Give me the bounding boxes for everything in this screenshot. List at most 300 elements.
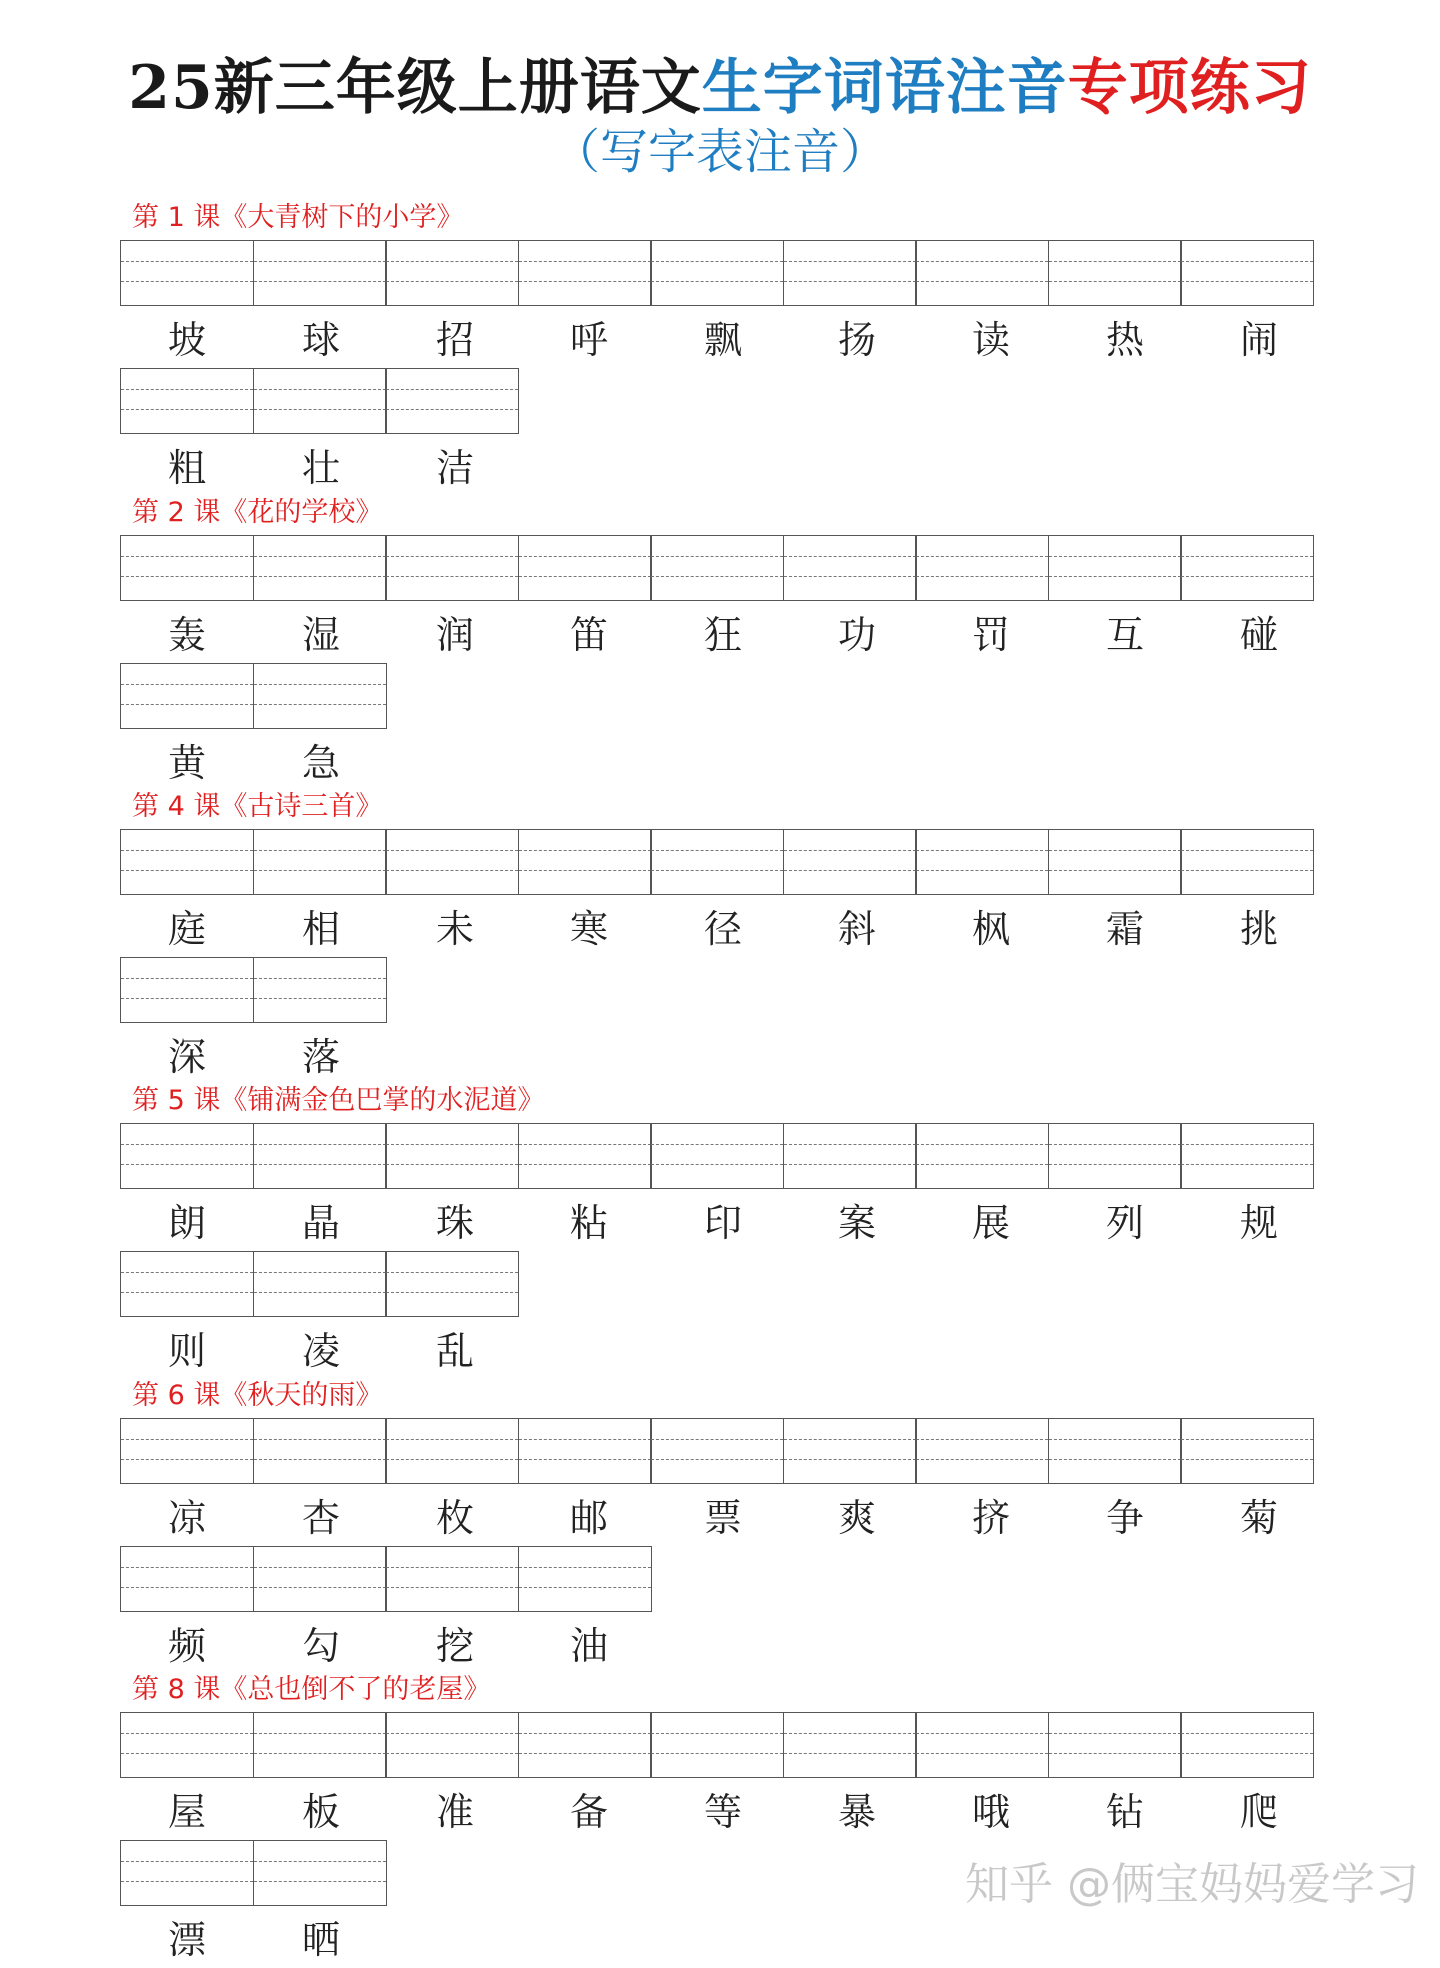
guide-line (254, 1272, 386, 1273)
pinyin-writing-box[interactable] (385, 829, 519, 895)
pinyin-writing-box[interactable] (1048, 240, 1182, 306)
chinese-character: 读 (971, 318, 1010, 362)
guide-line (386, 1164, 518, 1165)
pinyin-writing-box[interactable] (783, 535, 917, 601)
pinyin-box-row (120, 1712, 1314, 1778)
guide-line (254, 1144, 386, 1145)
guide-line (1181, 261, 1313, 262)
chinese-character: 相 (301, 907, 340, 951)
guide-line (1181, 281, 1313, 282)
guide-line (784, 556, 916, 557)
page-subtitle: （写字表注音） (551, 124, 888, 180)
guide-line (121, 409, 253, 410)
character-row (120, 1784, 1326, 1840)
guide-line (1181, 1459, 1313, 1460)
guide-line (254, 978, 386, 979)
chinese-character: 轰 (167, 613, 206, 657)
pinyin-writing-box[interactable] (120, 368, 254, 434)
pinyin-writing-box[interactable] (1048, 535, 1182, 601)
pinyin-writing-box[interactable] (915, 1418, 1049, 1484)
pinyin-writing-box[interactable] (518, 535, 652, 601)
guide-line (784, 1459, 916, 1460)
chinese-character: 挤 (971, 1496, 1010, 1540)
chinese-character: 印 (703, 1201, 742, 1245)
guide-line (121, 389, 253, 390)
guide-line (121, 1861, 253, 1862)
guide-line (386, 389, 518, 390)
guide-line (1049, 870, 1181, 871)
guide-line (784, 850, 916, 851)
chinese-character: 粗 (167, 446, 206, 490)
pinyin-writing-box[interactable] (518, 240, 652, 306)
lesson-heading: 第 1 课《大青树下的小学》 (132, 202, 464, 233)
guide-line (1049, 1439, 1181, 1440)
pinyin-writing-box[interactable] (253, 1546, 387, 1612)
pinyin-writing-box[interactable] (783, 829, 917, 895)
pinyin-writing-box[interactable] (650, 829, 784, 895)
pinyin-writing-box[interactable] (120, 1251, 254, 1317)
guide-line (916, 1144, 1048, 1145)
pinyin-box-row (120, 1123, 1314, 1189)
chinese-character: 寒 (569, 907, 608, 951)
chinese-character: 珠 (435, 1201, 474, 1245)
chinese-character: 急 (301, 741, 340, 785)
chinese-character: 频 (167, 1624, 206, 1668)
watermark: 知乎 @俩宝妈妈爱学习 (965, 1859, 1419, 1910)
chinese-character: 暴 (837, 1790, 876, 1834)
guide-line (916, 1439, 1048, 1440)
pinyin-writing-box[interactable] (385, 240, 519, 306)
lesson-heading: 第 5 课《铺满金色巴掌的水泥道》 (132, 1085, 545, 1116)
chinese-character: 挑 (1239, 907, 1278, 951)
guide-line (1181, 1753, 1313, 1754)
pinyin-writing-box[interactable] (650, 1123, 784, 1189)
guide-line (784, 1733, 916, 1734)
chinese-character: 功 (837, 613, 876, 657)
guide-line (386, 1587, 518, 1588)
pinyin-writing-box[interactable] (1048, 829, 1182, 895)
chinese-character: 勾 (301, 1624, 340, 1668)
guide-line (254, 1439, 386, 1440)
guide-line (1049, 1753, 1181, 1754)
pinyin-writing-box[interactable] (120, 1712, 254, 1778)
chinese-character: 落 (301, 1035, 340, 1079)
chinese-character: 爬 (1239, 1790, 1278, 1834)
guide-line (784, 1439, 916, 1440)
chinese-character: 晶 (301, 1201, 340, 1245)
guide-line (651, 1459, 783, 1460)
chinese-character: 案 (837, 1201, 876, 1245)
guide-line (386, 1733, 518, 1734)
chinese-character: 板 (301, 1790, 340, 1834)
chinese-character: 球 (301, 318, 340, 362)
guide-line (916, 1459, 1048, 1460)
pinyin-writing-box[interactable] (1048, 1123, 1182, 1189)
guide-line (519, 1733, 651, 1734)
chinese-character: 洁 (435, 446, 474, 490)
pinyin-writing-box[interactable] (783, 1123, 917, 1189)
guide-line (1049, 850, 1181, 851)
pinyin-writing-box[interactable] (120, 829, 254, 895)
chinese-character: 准 (435, 1790, 474, 1834)
guide-line (519, 1459, 651, 1460)
pinyin-writing-box[interactable] (120, 1418, 254, 1484)
chinese-character: 漂 (167, 1918, 206, 1962)
pinyin-writing-box[interactable] (518, 1418, 652, 1484)
pinyin-writing-box[interactable] (385, 535, 519, 601)
guide-line (1181, 1733, 1313, 1734)
pinyin-writing-box[interactable] (120, 1840, 254, 1906)
chinese-character: 湿 (301, 613, 340, 657)
pinyin-writing-box[interactable] (915, 535, 1049, 601)
guide-line (916, 850, 1048, 851)
chinese-character: 飘 (703, 318, 742, 362)
pinyin-writing-box[interactable] (385, 1712, 519, 1778)
guide-line (916, 1164, 1048, 1165)
pinyin-writing-box[interactable] (253, 829, 387, 895)
guide-line (651, 1144, 783, 1145)
title-part-red: 专项练习 (1067, 53, 1312, 123)
guide-line (784, 870, 916, 871)
chinese-character: 霜 (1105, 907, 1144, 951)
chinese-character: 邮 (569, 1496, 608, 1540)
chinese-character: 粘 (569, 1201, 608, 1245)
pinyin-writing-box[interactable] (253, 663, 387, 729)
chinese-character: 未 (435, 907, 474, 951)
pinyin-writing-box[interactable] (120, 535, 254, 601)
guide-line (784, 1164, 916, 1165)
guide-line (1049, 576, 1181, 577)
chinese-character: 哦 (971, 1790, 1010, 1834)
guide-line (916, 576, 1048, 577)
guide-line (254, 409, 386, 410)
pinyin-writing-box[interactable] (1180, 535, 1314, 601)
chinese-character: 凌 (301, 1329, 340, 1373)
pinyin-writing-box[interactable] (1180, 1123, 1314, 1189)
guide-line (386, 1459, 518, 1460)
guide-line (1181, 850, 1313, 851)
character-row (120, 735, 388, 791)
chinese-character: 壮 (301, 446, 340, 490)
pinyin-writing-box[interactable] (650, 1712, 784, 1778)
guide-line (386, 850, 518, 851)
guide-line (254, 1164, 386, 1165)
guide-line (519, 1439, 651, 1440)
chinese-character: 备 (569, 1790, 608, 1834)
pinyin-writing-box[interactable] (253, 240, 387, 306)
guide-line (121, 998, 253, 999)
guide-line (254, 704, 386, 705)
chinese-character: 笛 (569, 613, 608, 657)
chinese-character: 互 (1105, 613, 1144, 657)
guide-line (254, 1587, 386, 1588)
guide-line (1181, 1439, 1313, 1440)
chinese-character: 钻 (1105, 1790, 1144, 1834)
guide-line (784, 281, 916, 282)
pinyin-box-row (120, 1251, 519, 1317)
guide-line (1181, 556, 1313, 557)
guide-line (386, 281, 518, 282)
pinyin-writing-box[interactable] (253, 1418, 387, 1484)
character-row (120, 1195, 1326, 1251)
chinese-character: 票 (703, 1496, 742, 1540)
guide-line (121, 978, 253, 979)
guide-line (784, 261, 916, 262)
chinese-character: 斜 (837, 907, 876, 951)
pinyin-writing-box[interactable] (120, 1123, 254, 1189)
guide-line (386, 409, 518, 410)
pinyin-writing-box[interactable] (385, 1251, 519, 1317)
pinyin-box-row (120, 535, 1314, 601)
guide-line (1049, 556, 1181, 557)
pinyin-writing-box[interactable] (1180, 240, 1314, 306)
guide-line (386, 1567, 518, 1568)
guide-line (651, 281, 783, 282)
pinyin-writing-box[interactable] (915, 1712, 1049, 1778)
guide-line (121, 1272, 253, 1273)
chinese-character: 朗 (167, 1201, 206, 1245)
title-part-black: 25新三年级上册语文 (128, 53, 702, 123)
guide-line (651, 261, 783, 262)
guide-line (651, 576, 783, 577)
chinese-character: 油 (569, 1624, 608, 1668)
guide-line (1181, 576, 1313, 577)
guide-line (254, 556, 386, 557)
guide-line (254, 1733, 386, 1734)
guide-line (254, 998, 386, 999)
pinyin-writing-box[interactable] (385, 1546, 519, 1612)
pinyin-writing-box[interactable] (518, 1546, 652, 1612)
guide-line (121, 576, 253, 577)
title-part-blue: 生字词语注音 (701, 53, 1068, 123)
pinyin-box-row (120, 663, 387, 729)
lesson-heading: 第 4 课《古诗三首》 (132, 791, 383, 822)
pinyin-writing-box[interactable] (253, 368, 387, 434)
guide-line (519, 850, 651, 851)
chinese-character: 等 (703, 1790, 742, 1834)
pinyin-writing-box[interactable] (253, 1123, 387, 1189)
guide-line (651, 850, 783, 851)
guide-line (254, 261, 386, 262)
guide-line (121, 1881, 253, 1882)
pinyin-writing-box[interactable] (650, 1418, 784, 1484)
guide-line (121, 850, 253, 851)
character-row (120, 1029, 388, 1085)
pinyin-writing-box[interactable] (385, 1418, 519, 1484)
pinyin-writing-box[interactable] (120, 240, 254, 306)
guide-line (916, 556, 1048, 557)
chinese-character: 菊 (1239, 1496, 1278, 1540)
lesson-heading: 第 8 课《总也倒不了的老屋》 (132, 1674, 491, 1705)
guide-line (386, 1753, 518, 1754)
guide-line (121, 556, 253, 557)
pinyin-writing-box[interactable] (518, 1712, 652, 1778)
guide-line (121, 261, 253, 262)
guide-line (254, 1567, 386, 1568)
pinyin-box-row (120, 1418, 1314, 1484)
lesson-heading: 第 6 课《秋天的雨》 (132, 1380, 383, 1411)
chinese-character: 展 (971, 1201, 1010, 1245)
guide-line (121, 704, 253, 705)
guide-line (1049, 281, 1181, 282)
guide-line (121, 870, 253, 871)
guide-line (121, 1439, 253, 1440)
chinese-character: 深 (167, 1035, 206, 1079)
guide-line (121, 1733, 253, 1734)
guide-line (519, 281, 651, 282)
chinese-character: 列 (1105, 1201, 1144, 1245)
chinese-character: 挖 (435, 1624, 474, 1668)
pinyin-writing-box[interactable] (253, 1712, 387, 1778)
guide-line (1049, 1733, 1181, 1734)
chinese-character: 枚 (435, 1496, 474, 1540)
guide-line (519, 261, 651, 262)
pinyin-writing-box[interactable] (120, 663, 254, 729)
pinyin-writing-box[interactable] (915, 1123, 1049, 1189)
guide-line (1181, 1144, 1313, 1145)
character-row (120, 312, 1326, 368)
chinese-character: 庭 (167, 907, 206, 951)
pinyin-writing-box[interactable] (1180, 1712, 1314, 1778)
guide-line (254, 389, 386, 390)
guide-line (784, 1144, 916, 1145)
guide-line (1181, 870, 1313, 871)
chinese-character: 杏 (301, 1496, 340, 1540)
pinyin-writing-box[interactable] (650, 535, 784, 601)
guide-line (386, 1144, 518, 1145)
chinese-character: 闹 (1239, 318, 1278, 362)
guide-line (386, 556, 518, 557)
guide-line (386, 870, 518, 871)
guide-line (254, 576, 386, 577)
pinyin-box-row (120, 240, 1314, 306)
pinyin-writing-box[interactable] (783, 1712, 917, 1778)
chinese-character: 招 (435, 318, 474, 362)
pinyin-writing-box[interactable] (783, 1418, 917, 1484)
pinyin-box-row (120, 368, 519, 434)
chinese-character: 规 (1239, 1201, 1278, 1245)
chinese-character: 扬 (837, 318, 876, 362)
guide-line (254, 281, 386, 282)
guide-line (651, 1164, 783, 1165)
character-row (120, 1490, 1326, 1546)
guide-line (254, 850, 386, 851)
pinyin-writing-box[interactable] (253, 1251, 387, 1317)
guide-line (254, 1753, 386, 1754)
guide-line (386, 1439, 518, 1440)
pinyin-writing-box[interactable] (915, 240, 1049, 306)
character-row (120, 1323, 522, 1379)
pinyin-writing-box[interactable] (253, 1840, 387, 1906)
guide-line (1049, 1144, 1181, 1145)
guide-line (121, 1459, 253, 1460)
guide-line (916, 1753, 1048, 1754)
guide-line (519, 556, 651, 557)
guide-line (254, 870, 386, 871)
character-row (120, 1912, 388, 1968)
pinyin-writing-box[interactable] (915, 829, 1049, 895)
guide-line (651, 1439, 783, 1440)
guide-line (519, 1587, 651, 1588)
pinyin-writing-box[interactable] (253, 535, 387, 601)
guide-line (121, 1567, 253, 1568)
guide-line (1049, 1164, 1181, 1165)
chinese-character: 凉 (167, 1496, 206, 1540)
pinyin-box-row (120, 829, 1314, 895)
pinyin-writing-box[interactable] (1180, 829, 1314, 895)
guide-line (386, 1272, 518, 1273)
guide-line (519, 576, 651, 577)
pinyin-writing-box[interactable] (120, 1546, 254, 1612)
guide-line (254, 1292, 386, 1293)
guide-line (784, 1753, 916, 1754)
guide-line (121, 1292, 253, 1293)
character-row (120, 607, 1326, 663)
chinese-character: 则 (167, 1329, 206, 1373)
chinese-character: 呼 (569, 318, 608, 362)
guide-line (121, 1164, 253, 1165)
guide-line (254, 1881, 386, 1882)
guide-line (386, 1292, 518, 1293)
guide-line (916, 870, 1048, 871)
guide-line (519, 1567, 651, 1568)
pinyin-writing-box[interactable] (1048, 1712, 1182, 1778)
guide-line (519, 1753, 651, 1754)
pinyin-writing-box[interactable] (120, 957, 254, 1023)
lesson-heading: 第 2 课《花的学校》 (132, 497, 383, 528)
chinese-character: 坡 (167, 318, 206, 362)
guide-line (784, 576, 916, 577)
page-title (0, 48, 1440, 128)
pinyin-box-row (120, 1546, 652, 1612)
pinyin-writing-box[interactable] (1180, 1418, 1314, 1484)
chinese-character: 黄 (167, 741, 206, 785)
guide-line (121, 1144, 253, 1145)
pinyin-writing-box[interactable] (783, 240, 917, 306)
pinyin-writing-box[interactable] (650, 240, 784, 306)
chinese-character: 晒 (301, 1918, 340, 1962)
chinese-character: 径 (703, 907, 742, 951)
guide-line (254, 1459, 386, 1460)
guide-line (651, 556, 783, 557)
pinyin-writing-box[interactable] (518, 1123, 652, 1189)
guide-line (121, 281, 253, 282)
chinese-character: 爽 (837, 1496, 876, 1540)
pinyin-writing-box[interactable] (385, 368, 519, 434)
chinese-character: 狂 (703, 613, 742, 657)
chinese-character: 润 (435, 613, 474, 657)
guide-line (254, 1861, 386, 1862)
pinyin-box-row (120, 1840, 387, 1906)
chinese-character: 热 (1105, 318, 1144, 362)
guide-line (121, 684, 253, 685)
chinese-character: 罚 (971, 613, 1010, 657)
guide-line (916, 1733, 1048, 1734)
guide-line (519, 870, 651, 871)
guide-line (651, 870, 783, 871)
guide-line (121, 1753, 253, 1754)
chinese-character: 屋 (167, 1790, 206, 1834)
chinese-character: 碰 (1239, 613, 1278, 657)
guide-line (519, 1144, 651, 1145)
pinyin-writing-box[interactable] (518, 829, 652, 895)
guide-line (916, 281, 1048, 282)
guide-line (1049, 1459, 1181, 1460)
pinyin-writing-box[interactable] (1048, 1418, 1182, 1484)
chinese-character: 乱 (435, 1329, 474, 1373)
pinyin-writing-box[interactable] (253, 957, 387, 1023)
pinyin-writing-box[interactable] (385, 1123, 519, 1189)
